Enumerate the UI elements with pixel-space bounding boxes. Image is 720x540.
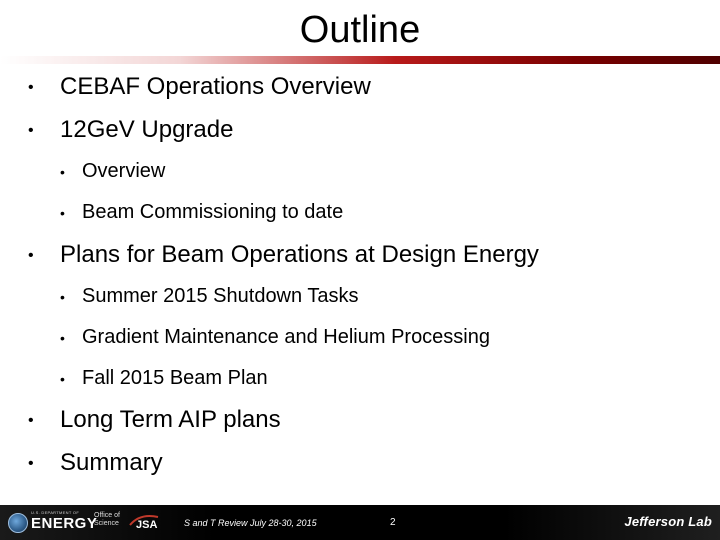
office-line-1: Office of xyxy=(94,512,120,519)
bullet-text: 12GeV Upgrade xyxy=(60,116,234,143)
bullet-cebaf-operations xyxy=(28,72,371,103)
bullet-marker: • xyxy=(60,204,65,221)
bullet-marker: • xyxy=(28,454,34,472)
bullet-marker: • xyxy=(60,163,65,180)
office-line-2: Science xyxy=(94,520,119,527)
bullet-text: Summer 2015 Shutdown Tasks xyxy=(82,285,359,307)
bullet-text: Summary xyxy=(60,449,163,476)
bullet-text: Long Term AIP plans xyxy=(60,406,281,433)
jefferson-lab-logo: Jefferson Lab xyxy=(624,514,712,529)
bullet-marker: • xyxy=(28,121,34,139)
doe-seal-icon xyxy=(8,513,28,533)
bullet-summary xyxy=(28,448,163,479)
subbullet-gradient-maintenance xyxy=(60,324,490,351)
subbullet-summer-shutdown xyxy=(60,283,358,310)
bullet-marker: • xyxy=(28,78,34,96)
subbullet-beam-commissioning xyxy=(60,199,343,226)
bullet-marker: • xyxy=(28,246,34,264)
subbullet-fall-beam-plan xyxy=(60,365,268,392)
jsa-logo-icon xyxy=(128,511,164,533)
office-of-science-label xyxy=(94,512,120,528)
bullet-text: Plans for Beam Operations at Design Energy xyxy=(60,241,539,268)
doe-energy-logo: ENERGY xyxy=(31,515,98,532)
bullet-text: Fall 2015 Beam Plan xyxy=(82,367,268,389)
bullet-marker: • xyxy=(28,411,34,429)
bullet-plans-beam-operations xyxy=(28,240,539,271)
page-number: 2 xyxy=(390,517,396,528)
doe-department-label: U.S. DEPARTMENT OF xyxy=(31,510,80,515)
bullet-marker: • xyxy=(60,288,65,305)
bullet-text: Beam Commissioning to date xyxy=(82,201,344,223)
slide-title: Outline xyxy=(299,9,421,51)
bullet-marker: • xyxy=(60,370,65,387)
bullet-text: Overview xyxy=(82,160,166,182)
bullet-12gev-upgrade xyxy=(28,115,233,146)
bullet-marker: • xyxy=(60,329,65,346)
jsa-text: JSA xyxy=(136,519,158,531)
footer-bar xyxy=(0,505,720,540)
subbullet-overview xyxy=(60,158,165,185)
title-rule xyxy=(0,56,720,64)
bullet-text: Gradient Maintenance and Helium Processing xyxy=(82,326,490,348)
review-date-label: S and T Review July 28-30, 2015 xyxy=(184,518,317,528)
bullet-text: CEBAF Operations Overview xyxy=(60,73,371,100)
bullet-long-term-aip xyxy=(28,405,281,436)
